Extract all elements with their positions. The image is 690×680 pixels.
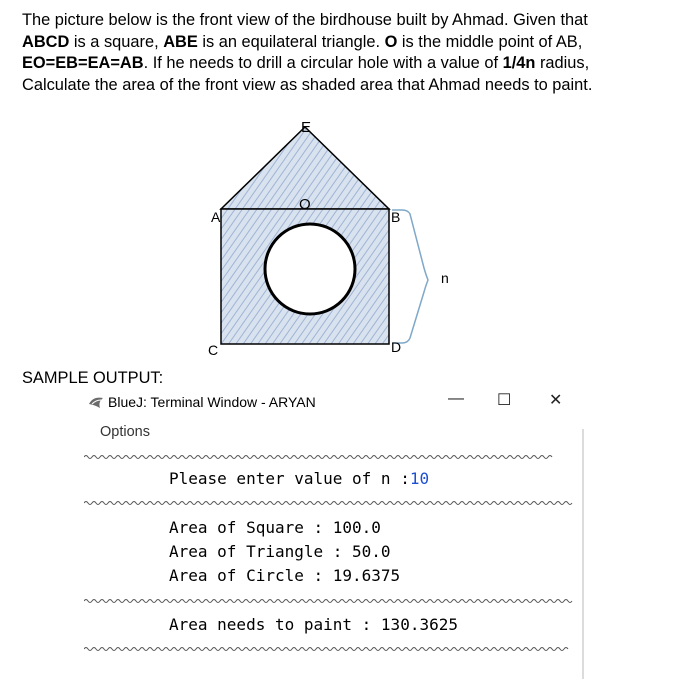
title-bar[interactable] [82,388,583,418]
bold-abcd: ABCD [22,32,70,51]
problem-line-1: The picture below is the front view of the birdhouse built by Ahmad. Given that [22,11,588,29]
close-button[interactable]: ✕ [549,392,563,409]
text-triangle: is an equilateral triangle. [197,32,385,51]
menu-bar [82,419,583,441]
label-c: C [208,342,219,358]
text-radius: radius, [535,54,590,72]
window-title: BlueJ: Terminal Window - ARYAN [108,394,316,410]
divider-1 [84,454,578,460]
bold-o: O [384,32,398,51]
prompt-line [169,469,429,488]
bluej-icon [88,395,104,409]
label-b: B [391,209,401,225]
label-o: O [299,196,311,213]
square-area-line: Area of Square : 100.0 [169,518,381,537]
circular-hole [265,224,355,314]
divider-2 [84,500,578,506]
triangle-area-line: Area of Triangle : 50.0 [169,542,391,561]
prompt-text: Please enter value of n : [169,469,410,488]
label-a: A [211,209,221,225]
bold-equalities: EO=EB=EA=AB [22,54,144,72]
label-d: D [391,339,402,355]
text-drill: . If he needs to drill a circular hole with a value of [143,54,503,72]
sample-output-label: SAMPLE OUTPUT: [22,369,164,387]
bluej-terminal-window [82,388,583,680]
vertical-scrollbar[interactable] [582,429,584,679]
label-n: n [441,270,449,286]
circle-area-line: Area of Circle : 19.6375 [169,566,401,585]
divider-3 [84,598,578,604]
bold-abe: ABE [163,32,198,51]
paint-area-line: Area needs to paint : 130.3625 [169,615,458,634]
minimize-button[interactable]: — [448,390,464,407]
menu-options[interactable]: Options [100,424,150,440]
bold-radius-value: 1/4n [502,54,536,72]
input-value: 10 [409,469,430,488]
text-midpoint: is the middle point of AB, [397,32,583,51]
label-e: E [301,119,312,136]
curly-brace [392,210,428,343]
problem-line-4: Calculate the area of the front view as shaded area that Ahmad needs to paint. [22,75,593,94]
text-square: is a square, [69,32,164,51]
maximize-button[interactable]: ☐ [497,392,512,409]
divider-4 [84,646,578,652]
